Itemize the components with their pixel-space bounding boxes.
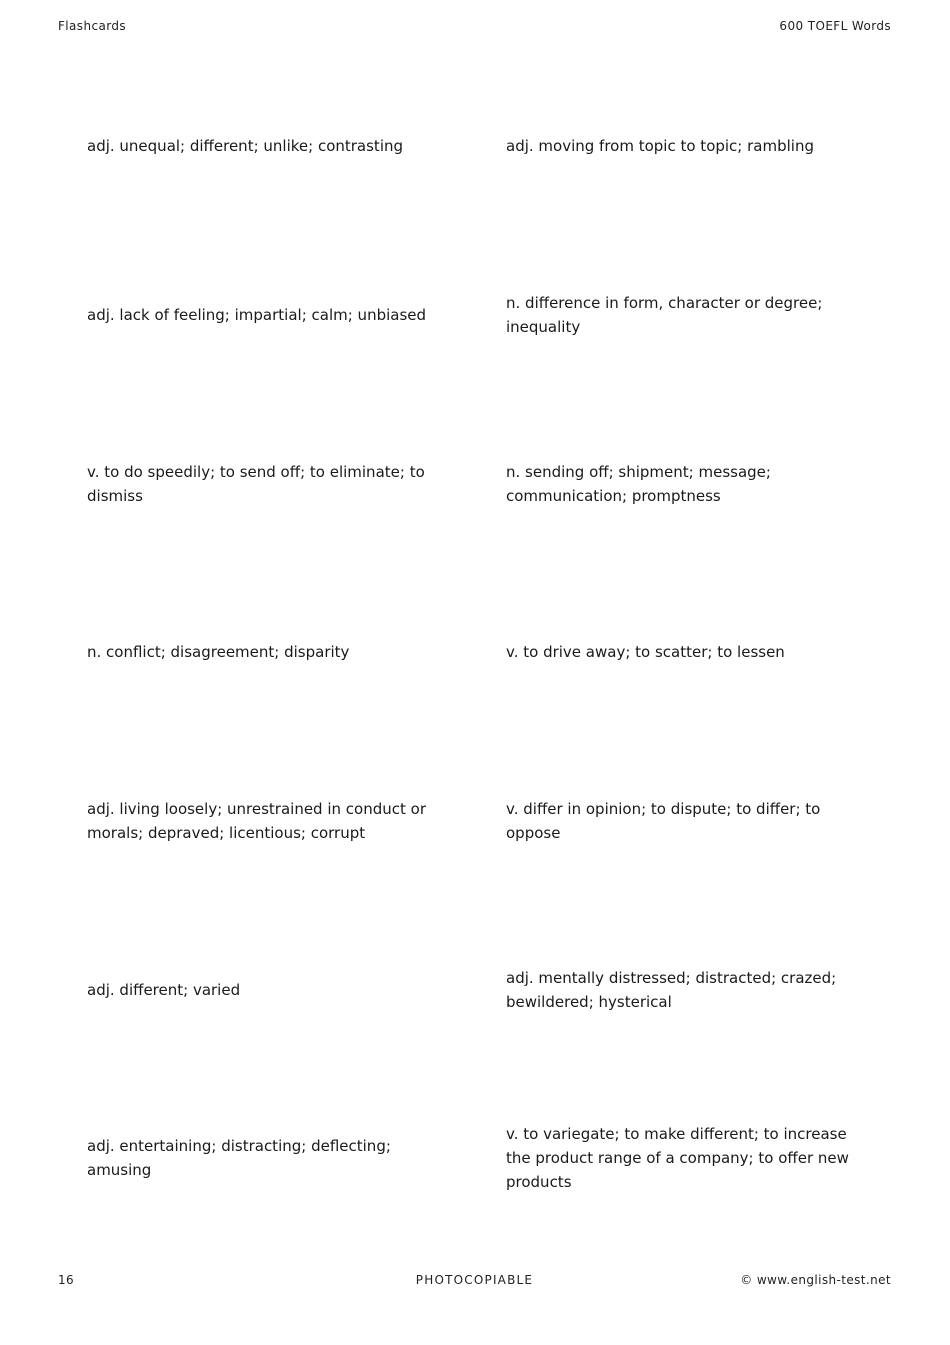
definition-text: n. difference in form, character or degree; inequality (506, 294, 823, 337)
definition-text: adj. entertaining; distracting; deflecting; amusing (87, 1137, 391, 1180)
page-number: 16 (58, 1273, 75, 1287)
definition-text: adj. mentally distressed; distracted; crazed; bewildered; hysterical (506, 968, 837, 1011)
flashcard-definition (506, 231, 856, 400)
definition-text: adj. moving from topic to topic; rambling (506, 137, 814, 156)
page-header (58, 19, 891, 35)
flashcard-definition (87, 568, 437, 737)
flashcard-definition (87, 1074, 437, 1243)
flashcard-definition (87, 231, 437, 400)
definition-text: v. to variegate; to make different; to increase the product range of a company; to offer new products (506, 1125, 849, 1192)
copyright-url: © www.english-test.net (740, 1273, 891, 1287)
definition-text: v. to drive away; to scatter; to lessen (506, 643, 785, 662)
definition-text: adj. unequal; different; unlike; contrasting (87, 137, 404, 156)
definition-text: n. sending off; shipment; message; communication; promptness (506, 462, 771, 505)
definition-text: v. to do speedily; to send off; to eliminate; to dismiss (87, 462, 425, 505)
flashcard-definition (87, 737, 437, 906)
flashcard-definition (506, 737, 856, 906)
flashcard-definition (506, 568, 856, 737)
header-book-title: 600 TOEFL Words (779, 19, 891, 33)
photocopiable-notice: PHOTOCOPIABLE (415, 1273, 534, 1287)
header-section-title: Flashcards (58, 19, 126, 33)
page-footer (58, 1273, 891, 1289)
flashcard-definition (506, 1074, 856, 1243)
flashcard-definition (87, 399, 437, 568)
flashcard-definition (506, 905, 856, 1074)
flashcard-definition (87, 905, 437, 1074)
definition-text: v. differ in opinion; to dispute; to differ; to oppose (506, 800, 821, 843)
definition-text: adj. different; varied (87, 980, 241, 999)
flashcard-definition (506, 62, 856, 231)
flashcard-grid (87, 62, 867, 1243)
flashcard-definition (87, 62, 437, 231)
definition-text: n. conflict; disagreement; disparity (87, 643, 350, 662)
definition-text: adj. lack of feeling; impartial; calm; unbiased (87, 306, 427, 325)
flashcard-definition (506, 399, 856, 568)
definition-text: adj. living loosely; unrestrained in conduct or morals; depraved; licentious; corrupt (87, 800, 426, 843)
